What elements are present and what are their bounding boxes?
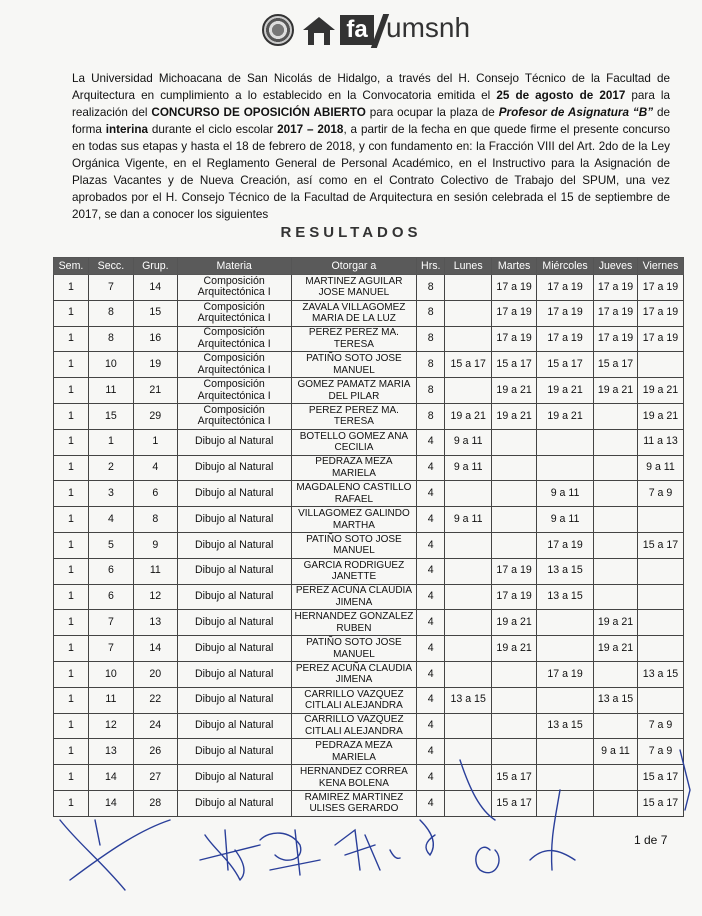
table-row <box>54 558 684 584</box>
table-cell <box>492 661 537 687</box>
table-cell: GOMEZ PAMATZ MARIA DEL PILAR <box>291 378 417 404</box>
table-cell <box>594 403 638 429</box>
table-cell: 4 <box>417 739 445 765</box>
table-cell: 12 <box>88 713 133 739</box>
table-row <box>54 661 684 687</box>
table-cell: Composición Arquitectónica I <box>177 275 291 301</box>
table-cell <box>594 429 638 455</box>
university-seal-icon <box>262 14 294 46</box>
table-cell: 8 <box>417 275 445 301</box>
column-header: Miércoles <box>537 258 594 275</box>
table-cell <box>445 713 492 739</box>
table-cell <box>445 481 492 507</box>
table-cell: 15 a 17 <box>594 352 638 378</box>
table-cell: 17 a 19 <box>537 300 594 326</box>
table-cell: 1 <box>54 532 89 558</box>
column-header: Martes <box>492 258 537 275</box>
table-cell: 9 a 11 <box>445 429 492 455</box>
table-cell: 13 a 15 <box>445 687 492 713</box>
table-cell <box>594 532 638 558</box>
table-cell: 19 a 21 <box>492 610 537 636</box>
table-cell <box>445 790 492 816</box>
table-cell: Dibujo al Natural <box>177 455 291 481</box>
table-cell: 17 a 19 <box>492 558 537 584</box>
table-cell <box>445 378 492 404</box>
table-cell: 15 a 17 <box>637 765 683 791</box>
table-row <box>54 429 684 455</box>
table-cell: 19 a 21 <box>637 378 683 404</box>
table-cell: 5 <box>88 532 133 558</box>
table-cell <box>445 636 492 662</box>
table-cell <box>594 765 638 791</box>
table-row <box>54 790 684 816</box>
table-cell <box>445 610 492 636</box>
table-cell: 15 a 17 <box>445 352 492 378</box>
table-cell: 1 <box>54 455 89 481</box>
table-cell <box>637 687 683 713</box>
table-cell: 17 a 19 <box>594 326 638 352</box>
table-cell: 19 a 21 <box>594 636 638 662</box>
table-cell: Dibujo al Natural <box>177 790 291 816</box>
table-cell <box>637 584 683 610</box>
table-cell <box>445 275 492 301</box>
table-cell <box>594 507 638 533</box>
table-cell: 14 <box>88 765 133 791</box>
table-cell: 16 <box>133 326 177 352</box>
results-title: RESULTADOS <box>280 224 422 241</box>
table-cell: 29 <box>133 403 177 429</box>
table-cell: 8 <box>417 352 445 378</box>
table-cell: 9 a 11 <box>445 507 492 533</box>
table-cell: 9 a 11 <box>537 481 594 507</box>
table-cell: 13 <box>88 739 133 765</box>
table-cell: PEREZ ACUÑA CLAUDIA JIMENA <box>291 661 417 687</box>
page-number: 1 de 7 <box>634 833 668 847</box>
table-cell: 4 <box>417 713 445 739</box>
table-cell: Dibujo al Natural <box>177 532 291 558</box>
table-cell: 9 a 11 <box>445 455 492 481</box>
table-cell: 12 <box>133 584 177 610</box>
table-cell: 21 <box>133 378 177 404</box>
intro-paragraph: La Universidad Michoacana de San Nicolás de Hidalgo, a través del H. Consejo Técnico de la Facultad de Arquitectura en cumplimiento a lo establecido en la Convocatoria emitida el 25 de agosto de 2017 para la realización del CONCURSO DE OPOSICIÓN ABIERTO para ocupar la plaza de Profesor de Asignatura “B” de forma interina durante el ciclo escolar 2017 – 2018, a partir de la fecha en que quede firme el presente concurso en todas sus etapas y hasta el 18 de febrero de 2018, y con fundamento en: la Fracción VIII del Art. 2do de la Ley Orgánica Vigente, en el Reglamento General de Personal Académico, en el Instructivo para la Asignación de Plazas Vacantes y de Nueva Creación, así como en el Contrato Colectivo de Trabajo del SPUM, una vez aprobados por el H. Consejo Técnico de la Facultad de Arquitectura en sesión celebrada el 15 de septiembre de 2017, se dan a conocer los siguientes <box>72 72 671 221</box>
table-cell: 13 a 15 <box>537 584 594 610</box>
column-header: Viernes <box>637 258 683 275</box>
table-cell: 8 <box>417 403 445 429</box>
table-cell: Dibujo al Natural <box>177 481 291 507</box>
table-cell: 7 a 9 <box>637 713 683 739</box>
table-cell: 17 a 19 <box>637 300 683 326</box>
table-cell <box>445 300 492 326</box>
table-cell: 11 <box>133 558 177 584</box>
table-cell: CARRILLO VAZQUEZ CITLALI ALEJANDRA <box>291 687 417 713</box>
table-cell: 22 <box>133 687 177 713</box>
table-cell: 17 a 19 <box>492 584 537 610</box>
table-cell <box>537 429 594 455</box>
table-cell: 15 a 17 <box>492 352 537 378</box>
table-cell: 8 <box>88 326 133 352</box>
table-cell: 9 a 11 <box>594 739 638 765</box>
table-row <box>54 507 684 533</box>
table-cell: 17 a 19 <box>492 326 537 352</box>
column-header: Sem. <box>54 258 89 275</box>
table-cell: 7 a 9 <box>637 481 683 507</box>
table-cell: 7 <box>88 275 133 301</box>
table-cell: 11 <box>88 378 133 404</box>
table-cell: 2 <box>88 455 133 481</box>
table-cell: 8 <box>88 300 133 326</box>
table-cell: 4 <box>417 636 445 662</box>
table-row <box>54 326 684 352</box>
table-cell <box>445 326 492 352</box>
table-cell <box>537 765 594 791</box>
table-cell: PEREZ ACUÑA CLAUDIA JIMENA <box>291 584 417 610</box>
table-cell <box>637 558 683 584</box>
table-cell: 13 a 15 <box>537 713 594 739</box>
table-cell: 4 <box>417 507 445 533</box>
table-cell <box>492 739 537 765</box>
house-icon <box>302 16 336 46</box>
table-cell <box>594 455 638 481</box>
table-cell: 6 <box>133 481 177 507</box>
table-cell <box>492 481 537 507</box>
table-cell: 14 <box>88 790 133 816</box>
table-cell <box>492 507 537 533</box>
table-cell: 1 <box>133 429 177 455</box>
table-cell: 4 <box>417 455 445 481</box>
table-cell <box>637 636 683 662</box>
table-cell: Composición Arquitectónica I <box>177 378 291 404</box>
table-cell: 6 <box>88 584 133 610</box>
table-cell: 19 a 21 <box>537 378 594 404</box>
table-cell: 8 <box>417 300 445 326</box>
table-cell: 17 a 19 <box>537 532 594 558</box>
table-cell <box>537 790 594 816</box>
table-cell: GARCIA RODRIGUEZ JANETTE <box>291 558 417 584</box>
table-cell: PEREZ PEREZ MA. TERESA <box>291 326 417 352</box>
table-cell: 1 <box>54 481 89 507</box>
table-cell: 1 <box>54 275 89 301</box>
table-row <box>54 713 684 739</box>
table-cell: 4 <box>417 765 445 791</box>
table-cell: 10 <box>88 661 133 687</box>
table-cell <box>537 636 594 662</box>
table-cell: 1 <box>54 326 89 352</box>
table-cell: 1 <box>54 687 89 713</box>
table-cell <box>537 687 594 713</box>
table-cell: HERNANDEZ GONZALEZ RUBEN <box>291 610 417 636</box>
table-cell: 19 a 21 <box>594 610 638 636</box>
table-cell: 19 a 21 <box>594 378 638 404</box>
table-cell: 15 <box>133 300 177 326</box>
table-cell: 7 a 9 <box>637 739 683 765</box>
table-cell: Composición Arquitectónica I <box>177 326 291 352</box>
table-cell: Dibujo al Natural <box>177 765 291 791</box>
table-cell: MAGDALENO CASTILLO RAFAEL <box>291 481 417 507</box>
table-row <box>54 403 684 429</box>
table-cell: 19 a 21 <box>637 403 683 429</box>
table-cell: 19 <box>133 352 177 378</box>
table-cell: Dibujo al Natural <box>177 610 291 636</box>
table-cell: VILLAGOMEZ GALINDO MARTHA <box>291 507 417 533</box>
table-cell: Dibujo al Natural <box>177 636 291 662</box>
table-row <box>54 739 684 765</box>
table-cell: 19 a 21 <box>492 378 537 404</box>
table-cell: Composición Arquitectónica I <box>177 352 291 378</box>
table-cell: Composición Arquitectónica I <box>177 403 291 429</box>
table-cell: 4 <box>417 558 445 584</box>
table-cell <box>445 558 492 584</box>
table-cell <box>445 765 492 791</box>
table-cell: 17 a 19 <box>537 275 594 301</box>
table-cell: 1 <box>54 636 89 662</box>
table-cell: 4 <box>417 661 445 687</box>
table-cell <box>537 610 594 636</box>
table-cell: 1 <box>54 558 89 584</box>
table-cell: 1 <box>54 610 89 636</box>
table-cell: 1 <box>54 661 89 687</box>
table-cell <box>594 661 638 687</box>
table-cell <box>594 713 638 739</box>
table-cell <box>637 507 683 533</box>
table-cell: Dibujo al Natural <box>177 429 291 455</box>
table-cell: 28 <box>133 790 177 816</box>
column-header: Otorgar a <box>291 258 417 275</box>
table-cell: 19 a 21 <box>537 403 594 429</box>
table-cell: 8 <box>133 507 177 533</box>
table-cell: 13 a 15 <box>537 558 594 584</box>
table-row <box>54 687 684 713</box>
table-cell: 1 <box>54 790 89 816</box>
table-cell: 3 <box>88 481 133 507</box>
table-cell: 13 <box>133 610 177 636</box>
column-header: Hrs. <box>417 258 445 275</box>
table-cell: 11 a 13 <box>637 429 683 455</box>
table-cell: 1 <box>54 713 89 739</box>
table-cell: 8 <box>417 326 445 352</box>
table-cell: Dibujo al Natural <box>177 507 291 533</box>
table-cell: 4 <box>417 687 445 713</box>
table-cell: 14 <box>133 636 177 662</box>
table-cell: 7 <box>88 636 133 662</box>
table-cell: 15 <box>88 403 133 429</box>
table-cell: Dibujo al Natural <box>177 713 291 739</box>
table-row <box>54 481 684 507</box>
table-cell: 1 <box>54 352 89 378</box>
table-cell: 9 a 11 <box>537 507 594 533</box>
table-cell <box>445 532 492 558</box>
table-cell: PEREZ PEREZ MA. TERESA <box>291 403 417 429</box>
table-cell: Composición Arquitectónica I <box>177 300 291 326</box>
table-cell: 6 <box>88 558 133 584</box>
table-cell: 19 a 21 <box>492 636 537 662</box>
table-cell: 15 a 17 <box>492 765 537 791</box>
table-cell: 4 <box>88 507 133 533</box>
table-cell: 1 <box>54 507 89 533</box>
table-cell: 1 <box>54 429 89 455</box>
table-cell: 4 <box>417 429 445 455</box>
table-cell: Dibujo al Natural <box>177 584 291 610</box>
table-row <box>54 352 684 378</box>
table-row <box>54 455 684 481</box>
table-cell: 4 <box>417 584 445 610</box>
table-cell <box>637 352 683 378</box>
table-cell: 9 <box>133 532 177 558</box>
table-cell: 11 <box>88 687 133 713</box>
table-cell: 17 a 19 <box>537 326 594 352</box>
table-cell: Dibujo al Natural <box>177 739 291 765</box>
table-row <box>54 765 684 791</box>
table-cell: 17 a 19 <box>492 275 537 301</box>
column-header: Lunes <box>445 258 492 275</box>
table-cell <box>537 739 594 765</box>
table-row <box>54 532 684 558</box>
table-cell <box>492 532 537 558</box>
table-cell <box>445 739 492 765</box>
table-cell: 17 a 19 <box>637 326 683 352</box>
table-cell <box>492 455 537 481</box>
table-cell: 15 a 17 <box>637 790 683 816</box>
table-cell: 4 <box>417 790 445 816</box>
column-header: Jueves <box>594 258 638 275</box>
table-cell: 15 a 17 <box>637 532 683 558</box>
table-cell <box>445 584 492 610</box>
table-cell: Dibujo al Natural <box>177 687 291 713</box>
logo-fa-text: fa <box>340 15 374 45</box>
table-cell: 8 <box>417 378 445 404</box>
table-cell: MARTINEZ AGUILAR JOSE MANUEL <box>291 275 417 301</box>
table-cell: PEDRAZA MEZA MARIELA <box>291 455 417 481</box>
table-cell <box>537 455 594 481</box>
table-cell: 1 <box>88 429 133 455</box>
table-cell: 19 a 21 <box>492 403 537 429</box>
table-cell: 7 <box>88 610 133 636</box>
table-cell: HERNANDEZ CORREA KENA BOLENA <box>291 765 417 791</box>
table-cell: 27 <box>133 765 177 791</box>
table-cell: 24 <box>133 713 177 739</box>
table-cell: 15 a 17 <box>537 352 594 378</box>
table-cell: 4 <box>417 532 445 558</box>
logo-institution-text: umsnh <box>386 12 471 43</box>
table-cell: PATIÑO SOTO JOSE MANUEL <box>291 636 417 662</box>
table-cell: RAMIREZ MARTINEZ ULISES GERARDO <box>291 790 417 816</box>
table-cell: 4 <box>417 481 445 507</box>
table-cell: PATIÑO SOTO JOSE MANUEL <box>291 532 417 558</box>
table-cell: 4 <box>133 455 177 481</box>
table-cell: 26 <box>133 739 177 765</box>
table-cell: 1 <box>54 300 89 326</box>
table-cell: 17 a 19 <box>537 661 594 687</box>
table-cell: 13 a 15 <box>594 687 638 713</box>
table-cell: 4 <box>417 610 445 636</box>
table-cell: 10 <box>88 352 133 378</box>
table-row <box>54 584 684 610</box>
table-cell: 17 a 19 <box>594 275 638 301</box>
results-table <box>53 257 684 817</box>
table-row <box>54 610 684 636</box>
table-cell: Dibujo al Natural <box>177 558 291 584</box>
table-cell <box>594 584 638 610</box>
table-cell: 1 <box>54 403 89 429</box>
institution-logo <box>262 12 472 48</box>
table-cell: 17 a 19 <box>492 300 537 326</box>
table-cell <box>492 713 537 739</box>
table-cell: 20 <box>133 661 177 687</box>
column-header: Materia <box>177 258 291 275</box>
table-cell: BOTELLO GOMEZ ANA CECILIA <box>291 429 417 455</box>
table-row <box>54 300 684 326</box>
column-header: Grup. <box>133 258 177 275</box>
table-cell: PATIÑO SOTO JOSE MANUEL <box>291 352 417 378</box>
table-cell: 1 <box>54 378 89 404</box>
column-header: Secc. <box>88 258 133 275</box>
table-row <box>54 275 684 301</box>
table-cell: 17 a 19 <box>594 300 638 326</box>
table-cell: ZAVALA VILLAGOMEZ MARIA DE LA LUZ <box>291 300 417 326</box>
table-cell <box>637 610 683 636</box>
table-cell: 1 <box>54 765 89 791</box>
table-cell: 19 a 21 <box>445 403 492 429</box>
table-cell: 1 <box>54 739 89 765</box>
table-cell: 17 a 19 <box>637 275 683 301</box>
table-cell: Dibujo al Natural <box>177 661 291 687</box>
table-cell: 13 a 15 <box>637 661 683 687</box>
table-cell: 14 <box>133 275 177 301</box>
table-row <box>54 378 684 404</box>
table-cell: 9 a 11 <box>637 455 683 481</box>
table-cell <box>594 790 638 816</box>
table-cell: CARRILLO VAZQUEZ CITLALI ALEJANDRA <box>291 713 417 739</box>
table-cell <box>445 661 492 687</box>
table-cell: PEDRAZA MEZA MARIELA <box>291 739 417 765</box>
table-cell <box>594 558 638 584</box>
table-header-row <box>54 258 684 275</box>
table-cell: 15 a 17 <box>492 790 537 816</box>
table-cell <box>492 429 537 455</box>
table-cell <box>594 481 638 507</box>
table-cell <box>492 687 537 713</box>
table-row <box>54 636 684 662</box>
table-cell: 1 <box>54 584 89 610</box>
